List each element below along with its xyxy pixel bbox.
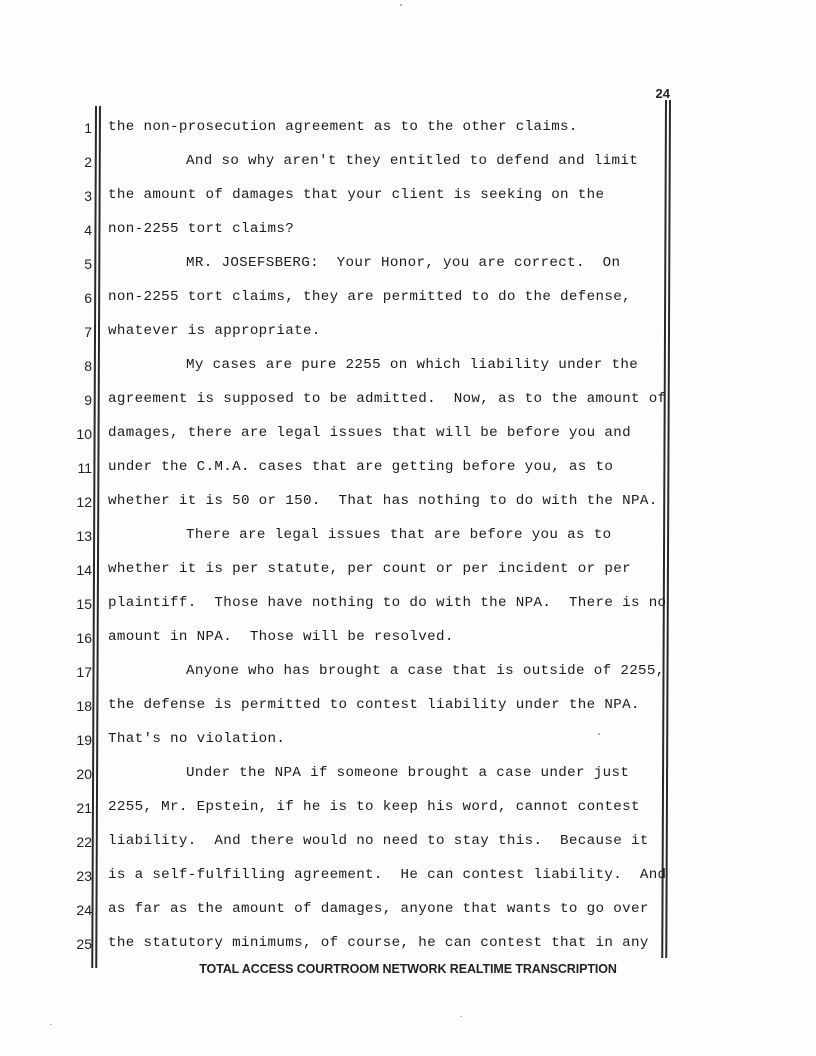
line-text: is a self-fulfilling agreement. He can contest liability. And: [108, 867, 667, 883]
line-number: 15: [76, 596, 92, 612]
line-text: That's no violation.: [108, 731, 286, 747]
transcript-line: [0, 390, 816, 412]
transcript-line: [0, 152, 816, 174]
transcript-line: [0, 118, 816, 140]
line-text: And so why aren't they entitled to defend and limit: [186, 153, 639, 169]
line-number: 21: [76, 800, 92, 816]
transcript-line: [0, 288, 816, 310]
line-text: the non-prosecution agreement as to the other claims.: [108, 119, 578, 135]
line-text: the statutory minimums, of course, he can contest that in any: [108, 935, 649, 951]
line-number: 13: [76, 528, 92, 544]
line-number: 20: [76, 766, 92, 782]
transcript-line: [0, 662, 816, 684]
line-number: 22: [76, 834, 92, 850]
line-number: 18: [76, 698, 92, 714]
line-number: 17: [76, 664, 92, 680]
line-text: plaintiff. Those have nothing to do with the NPA. There is no: [108, 595, 667, 611]
scan-speck: [460, 1016, 462, 1017]
line-number: 4: [84, 222, 92, 238]
scan-speck: [50, 1024, 52, 1025]
line-text: non-2255 tort claims, they are permitted to do the defense,: [108, 289, 631, 305]
line-text: 2255, Mr. Epstein, if he is to keep his word, cannot contest: [108, 799, 640, 815]
transcript-line: [0, 356, 816, 378]
line-text: There are legal issues that are before you as to: [186, 527, 612, 543]
transcript-line: [0, 696, 816, 718]
line-number: 23: [76, 868, 92, 884]
line-text: as far as the amount of damages, anyone that wants to go over: [108, 901, 649, 917]
line-number: 12: [76, 494, 92, 510]
transcription-footer: TOTAL ACCESS COURTROOM NETWORK REALTIME TRANSCRIPTION: [199, 962, 617, 976]
line-text: the defense is permitted to contest liability under the NPA.: [108, 697, 640, 713]
transcript-line: [0, 560, 816, 582]
line-number: 11: [77, 460, 92, 476]
transcript-line: [0, 900, 816, 922]
transcript-line: [0, 764, 816, 786]
transcript-line: [0, 832, 816, 854]
transcript-line: [0, 594, 816, 616]
line-text: Anyone who has brought a case that is outside of 2255,: [186, 663, 665, 679]
line-number: 10: [76, 426, 92, 442]
line-number: 16: [76, 630, 92, 646]
line-number: 24: [76, 902, 92, 918]
transcript-line: [0, 322, 816, 344]
line-text: whether it is per statute, per count or per incident or per: [108, 561, 631, 577]
line-text: agreement is supposed to be admitted. Now, as to the amount of: [108, 391, 667, 407]
transcript-line: [0, 186, 816, 208]
line-text: the amount of damages that your client is seeking on the: [108, 187, 605, 203]
line-text: liability. And there would no need to stay this. Because it: [108, 833, 649, 849]
line-number: 2: [84, 154, 92, 170]
line-text: My cases are pure 2255 on which liability under the: [186, 357, 639, 373]
line-text: non-2255 tort claims?: [108, 221, 295, 237]
transcript-line: [0, 798, 816, 820]
transcript-line: [0, 934, 816, 956]
line-number: 6: [84, 290, 92, 306]
line-number: 25: [76, 936, 92, 952]
transcript-line: [0, 866, 816, 888]
line-text: damages, there are legal issues that will be before you and: [108, 425, 631, 441]
transcript-line: [0, 492, 816, 514]
line-text: MR. JOSEFSBERG: Your Honor, you are correct. On: [186, 255, 621, 271]
line-text: whatever is appropriate.: [108, 323, 321, 339]
line-number: 14: [76, 562, 92, 578]
line-text: under the C.M.A. cases that are getting before you, as to: [108, 459, 614, 475]
line-text: Under the NPA if someone brought a case under just: [186, 765, 630, 781]
transcript-line: [0, 458, 816, 480]
page-number: 24: [655, 86, 670, 101]
transcript-line: [0, 424, 816, 446]
scan-speck: [400, 4, 402, 6]
line-number: 9: [84, 392, 92, 408]
transcript-line: [0, 730, 816, 752]
line-number: 8: [84, 358, 92, 374]
line-text: whether it is 50 or 150. That has nothing to do with the NPA.: [108, 493, 658, 509]
line-text: amount in NPA. Those will be resolved.: [108, 629, 454, 645]
scan-speck: [598, 733, 600, 735]
transcript-line: [0, 220, 816, 242]
line-number: 5: [84, 256, 92, 272]
line-number: 1: [84, 120, 92, 136]
line-number: 3: [84, 188, 92, 204]
line-number: 19: [76, 732, 92, 748]
transcript-line: [0, 628, 816, 650]
transcript-line: [0, 254, 816, 276]
line-number: 7: [84, 324, 92, 340]
transcript-line: [0, 526, 816, 548]
